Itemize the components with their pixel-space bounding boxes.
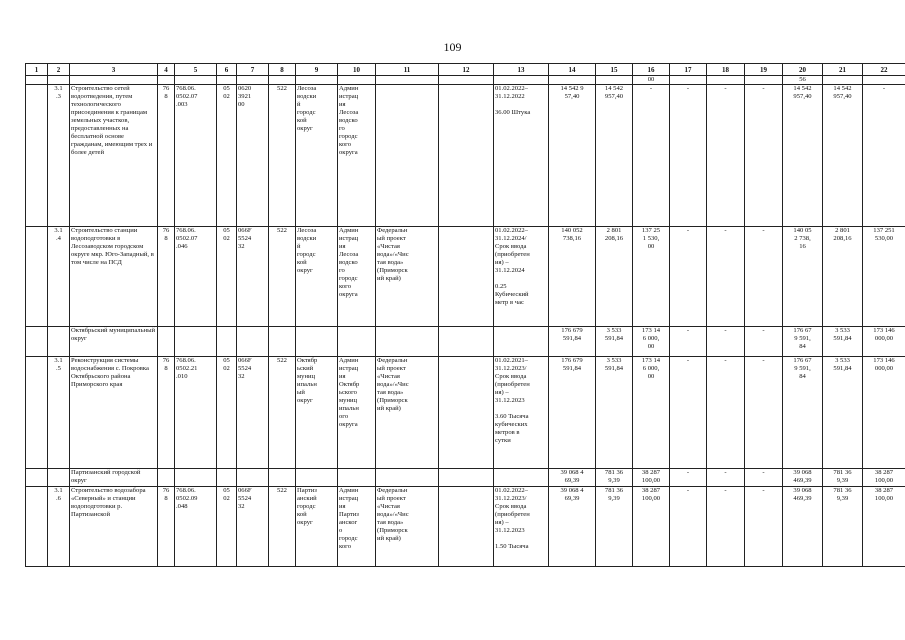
subheader-cell <box>823 76 863 85</box>
cell-col-4: 76 8 <box>158 85 175 227</box>
column-number-row <box>26 64 905 76</box>
cell-col-13: 01.02.2021– 31.12.2023/ Срок ввода (приобретен ия) – 31.12.2023 3.60 Тысяча кубических метров в сутки <box>494 357 549 469</box>
cell-col-14: 39 068 4 69,39 <box>549 487 596 567</box>
cell-col-20: 176 67 9 591, 84 <box>783 357 823 469</box>
cell-col-21: 781 36 9,39 <box>823 469 863 487</box>
cell-col-13: 01.02.2022– 31.12.2024/ Срок ввода (приобретен ия) – 31.12.2024 0.25 Кубический метр в час <box>494 227 549 327</box>
cell-col-10: Админ истрац ия Лесоза водско го городс кого округа <box>338 227 376 327</box>
cell-col-5 <box>175 327 217 357</box>
subheader-cell <box>237 76 269 85</box>
cell-col-12 <box>439 85 494 227</box>
cell-col-13: 01.02.2022– 31.12.2023/ Срок ввода (приобретен ия) – 31.12.2023 1.50 Тысяча <box>494 487 549 567</box>
cell-col-8 <box>269 469 296 487</box>
cell-col-4 <box>158 327 175 357</box>
subheader-cell <box>48 76 70 85</box>
subheader-cell <box>549 76 596 85</box>
subheader-cell <box>376 76 439 85</box>
subheader-cell: 00 <box>633 76 670 85</box>
cell-col-11: Федеральн ый проект «Чистая вода»/«Чис тая вода» (Приморск ий край) <box>376 227 439 327</box>
cell-col-20: 14 542 957,40 <box>783 85 823 227</box>
cell-col-5: 768.06. 0502.07 .003 <box>175 85 217 227</box>
cell-col-10 <box>338 469 376 487</box>
cell-col-3: Строительство водозабора «Северный» и станции водоподготовки р. Партизанской <box>70 487 158 567</box>
cell-col-2: 3.1 .5 <box>48 357 70 469</box>
cell-col-20: 39 068 469,39 <box>783 469 823 487</box>
cell-col-15: 3 533 591,84 <box>596 327 633 357</box>
cell-col-5 <box>175 469 217 487</box>
cell-col-20: 140 05 2 738, 16 <box>783 227 823 327</box>
cell-col-14: 14 542 9 57,40 <box>549 85 596 227</box>
column-number-cell: 16 <box>633 64 670 76</box>
column-number-cell: 17 <box>670 64 707 76</box>
cell-col-11 <box>376 85 439 227</box>
cell-col-7: 066F 5524 32 <box>237 487 269 567</box>
cell-col-3: Реконструкция системы водоснабжения с. Покровка Октябрьского района Приморского края <box>70 357 158 469</box>
page-number: 109 <box>443 40 462 54</box>
cell-col-6 <box>217 469 237 487</box>
table-row <box>26 227 905 327</box>
cell-col-22: 137 251 530,00 <box>863 227 905 327</box>
subheader-cell <box>26 76 48 85</box>
cell-col-7 <box>237 327 269 357</box>
cell-col-20: 39 068 469,39 <box>783 487 823 567</box>
cell-col-9: Партиз анский городс кой округ <box>296 487 338 567</box>
column-number-cell: 8 <box>269 64 296 76</box>
subheader-cell <box>269 76 296 85</box>
column-number-cell: 19 <box>745 64 783 76</box>
cell-col-4 <box>158 469 175 487</box>
cell-col-3: Партизанский городской округ <box>70 469 158 487</box>
cell-col-6: 05 02 <box>217 357 237 469</box>
cell-col-15: 781 36 9,39 <box>596 469 633 487</box>
cell-col-11: Федеральн ый проект «Чистая вода»/«Чис тая вода» (Приморск ий край) <box>376 487 439 567</box>
cell-col-1 <box>26 487 48 567</box>
cell-col-7 <box>237 469 269 487</box>
cell-col-8: 522 <box>269 487 296 567</box>
cell-col-21: 2 801 208,16 <box>823 227 863 327</box>
cell-col-14: 140 052 738,16 <box>549 227 596 327</box>
cell-col-2 <box>48 469 70 487</box>
cell-col-11 <box>376 469 439 487</box>
cell-col-1 <box>26 85 48 227</box>
cell-col-9: Лесоза водски й городс кой округ <box>296 85 338 227</box>
cell-col-18: - <box>707 327 745 357</box>
cell-col-19: - <box>745 327 783 357</box>
cell-col-21: 14 542 957,40 <box>823 85 863 227</box>
cell-col-3: Строительство сетей водоотведения, путем технологического присоединения к границам земельных участков, предоставленных на бесплатной основе гражданам, имеющим трех и более детей <box>70 85 158 227</box>
column-number-cell: 18 <box>707 64 745 76</box>
cell-col-6: 05 02 <box>217 85 237 227</box>
cell-col-8: 522 <box>269 85 296 227</box>
cell-col-1 <box>26 327 48 357</box>
subheader-cell: 56 <box>783 76 823 85</box>
cell-col-7: 066F 5524 32 <box>237 357 269 469</box>
cell-col-16: 173 14 6 000, 00 <box>633 357 670 469</box>
cell-col-11: Федеральн ый проект «Чистая вода»/«Чис тая вода» (Приморск ий край) <box>376 357 439 469</box>
cell-col-5: 768.06. 0502.09 .048 <box>175 487 217 567</box>
subtotal-row <box>26 469 905 487</box>
cell-col-15: 781 36 9,39 <box>596 487 633 567</box>
cell-col-13 <box>494 327 549 357</box>
cell-col-13: 01.02.2022– 31.12.2022 36.00 Штука <box>494 85 549 227</box>
column-number-cell: 13 <box>494 64 549 76</box>
subheader-cell <box>596 76 633 85</box>
cell-col-10: Админ истрац ия Октябр ьского муниц ипальн ого округа <box>338 357 376 469</box>
cell-col-16: 38 287 100,00 <box>633 487 670 567</box>
column-number-cell: 9 <box>296 64 338 76</box>
subheader-cell <box>175 76 217 85</box>
cell-col-22: 38 287 100,00 <box>863 487 905 567</box>
subheader-cell <box>439 76 494 85</box>
cell-col-21: 3 533 591,84 <box>823 357 863 469</box>
cell-col-17: - <box>670 327 707 357</box>
cell-col-12 <box>439 357 494 469</box>
cell-col-16: 38 287 100,00 <box>633 469 670 487</box>
column-number-cell: 1 <box>26 64 48 76</box>
column-number-cell: 11 <box>376 64 439 76</box>
column-number-cell: 15 <box>596 64 633 76</box>
cell-col-22: 173 146 000,00 <box>863 327 905 357</box>
table-row <box>26 85 905 227</box>
cell-col-10: Админ истрац ия Партиз анског о городс кого <box>338 487 376 567</box>
cell-col-22: 38 287 100,00 <box>863 469 905 487</box>
cell-col-19: - <box>745 85 783 227</box>
subheader-cell <box>494 76 549 85</box>
cell-col-2 <box>48 327 70 357</box>
cell-col-21: 3 533 591,84 <box>823 327 863 357</box>
cell-col-1 <box>26 469 48 487</box>
subheader-cell <box>338 76 376 85</box>
cell-col-15: 14 542 957,40 <box>596 85 633 227</box>
column-number-cell: 20 <box>783 64 823 76</box>
column-subheader-row <box>26 76 905 85</box>
cell-col-16: 173 14 6 000, 00 <box>633 327 670 357</box>
cell-col-12 <box>439 327 494 357</box>
cell-col-2: 3.1 .6 <box>48 487 70 567</box>
column-number-cell: 22 <box>863 64 905 76</box>
cell-col-17: - <box>670 487 707 567</box>
cell-col-8: 522 <box>269 227 296 327</box>
table-row <box>26 487 905 567</box>
cell-col-1 <box>26 357 48 469</box>
column-number-cell: 2 <box>48 64 70 76</box>
subtotal-row <box>26 327 905 357</box>
cell-col-1 <box>26 227 48 327</box>
subheader-cell <box>670 76 707 85</box>
cell-col-18: - <box>707 357 745 469</box>
cell-col-15: 3 533 591,84 <box>596 357 633 469</box>
column-number-cell: 12 <box>439 64 494 76</box>
subheader-cell <box>707 76 745 85</box>
column-number-cell: 10 <box>338 64 376 76</box>
cell-col-13 <box>494 469 549 487</box>
subheader-cell <box>70 76 158 85</box>
cell-col-17: - <box>670 85 707 227</box>
cell-col-4: 76 8 <box>158 227 175 327</box>
cell-col-21: 781 36 9,39 <box>823 487 863 567</box>
cell-col-3: Октябрьский муниципальный округ <box>70 327 158 357</box>
cell-col-19: - <box>745 357 783 469</box>
cell-col-3: Строительство станции водоподготовки в Лесозаводском городском округе мкр. Юго-Западный, в том числе на ПСД <box>70 227 158 327</box>
cell-col-22: - <box>863 85 905 227</box>
cell-col-9: Лесоза водски й городс кой округ <box>296 227 338 327</box>
cell-col-19: - <box>745 227 783 327</box>
cell-col-6: 05 02 <box>217 227 237 327</box>
cell-col-19: - <box>745 469 783 487</box>
table-row <box>26 357 905 469</box>
subheader-cell <box>158 76 175 85</box>
cell-col-11 <box>376 327 439 357</box>
subheader-cell <box>745 76 783 85</box>
cell-col-18: - <box>707 487 745 567</box>
cell-col-10 <box>338 327 376 357</box>
cell-col-9 <box>296 327 338 357</box>
cell-col-7: 0620 3921 00 <box>237 85 269 227</box>
cell-col-15: 2 801 208,16 <box>596 227 633 327</box>
subheader-cell <box>863 76 905 85</box>
cell-col-18: - <box>707 85 745 227</box>
cell-col-20: 176 67 9 591, 84 <box>783 327 823 357</box>
cell-col-8: 522 <box>269 357 296 469</box>
subheader-cell <box>296 76 338 85</box>
cell-col-12 <box>439 469 494 487</box>
column-number-cell: 4 <box>158 64 175 76</box>
cell-col-12 <box>439 487 494 567</box>
cell-col-5: 768.06. 0502.21 .010 <box>175 357 217 469</box>
cell-col-14: 176 679 591,84 <box>549 327 596 357</box>
cell-col-4: 76 8 <box>158 357 175 469</box>
cell-col-22: 173 146 000,00 <box>863 357 905 469</box>
column-number-cell: 21 <box>823 64 863 76</box>
cell-col-14: 176 679 591,84 <box>549 357 596 469</box>
cell-col-8 <box>269 327 296 357</box>
cell-col-18: - <box>707 469 745 487</box>
column-number-cell: 3 <box>70 64 158 76</box>
cell-col-4: 76 8 <box>158 487 175 567</box>
cell-col-10: Админ истрац ия Лесоза водско го городс кого округа <box>338 85 376 227</box>
cell-col-9 <box>296 469 338 487</box>
cell-col-16: - <box>633 85 670 227</box>
cell-col-19: - <box>745 487 783 567</box>
cell-col-6 <box>217 327 237 357</box>
cell-col-14: 39 068 4 69,39 <box>549 469 596 487</box>
column-number-cell: 7 <box>237 64 269 76</box>
cell-col-18: - <box>707 227 745 327</box>
subheader-cell <box>217 76 237 85</box>
column-number-cell: 6 <box>217 64 237 76</box>
cell-col-12 <box>439 227 494 327</box>
cell-col-7: 066F 5524 32 <box>237 227 269 327</box>
column-number-cell: 14 <box>549 64 596 76</box>
cell-col-17: - <box>670 227 707 327</box>
cell-col-17: - <box>670 357 707 469</box>
cell-col-6: 05 02 <box>217 487 237 567</box>
cell-col-2: 3.1 .3 <box>48 85 70 227</box>
program-table <box>25 63 905 567</box>
cell-col-5: 768.06. 0502.07 .046 <box>175 227 217 327</box>
cell-col-16: 137 25 1 530, 00 <box>633 227 670 327</box>
cell-col-2: 3.1 .4 <box>48 227 70 327</box>
column-number-cell: 5 <box>175 64 217 76</box>
cell-col-9: Октябр ьский муниц ипальн ый округ <box>296 357 338 469</box>
cell-col-17: - <box>670 469 707 487</box>
